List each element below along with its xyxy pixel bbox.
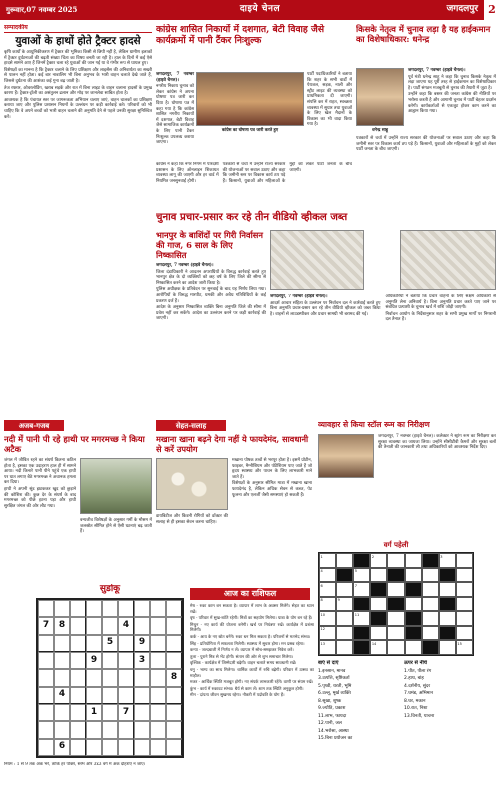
crossword-cell bbox=[456, 611, 473, 626]
page-number: 2 bbox=[482, 0, 500, 20]
sudoku-cell bbox=[166, 739, 182, 756]
paragraph: पूर्व मंत्री धनेन्द्र साहू ने कहा कि चुनाव किसके नेतृत्व में लड़ा जाएगा यह पूरी तरह से हाईकमान का विशेषाधिकार है। पार्टी संगठन मजबूती से चुनाव की तैयारी में जुटा है। bbox=[408, 74, 496, 91]
crossword-cell bbox=[456, 597, 473, 612]
paragraph: आवश्यक है कि पंचायत स्तर पर जागरूकता अभियान चलाए जाएं, वाहन चालकों का प्रशिक्षण कराया जाए और पुलिस प्रशासन नियमों के उल्लंघन पर कड़ी कार्रवाई करे। परिवारों को भी चाहिए कि वे अपने बच्चों को भारी वाहन चलाने की अनुमति देने से पहले उनकी सुरक्षा सुनिश्चित करें। bbox=[4, 97, 152, 120]
crossword-block bbox=[370, 582, 387, 597]
paragraph: हाथी ने अपनी सूंड झटककर खुद को छुड़ाने की कोशिश की। कुछ देर के संघर्ष के बाद मगरमच्छ को पीछे हटना पड़ा और हाथी सुरक्षित जंगल की ओर लौट गया। bbox=[4, 486, 76, 509]
right-top-body-2 bbox=[356, 136, 496, 154]
sudoku-cell: 8 bbox=[166, 669, 182, 686]
sudoku-cell bbox=[134, 721, 150, 738]
crossword-block bbox=[422, 553, 439, 568]
editorial-headline: युवाओं के हाथों होते ट्रैक्टर हादसे bbox=[15, 34, 141, 47]
sudoku-cell bbox=[70, 600, 86, 617]
crossword-cell bbox=[422, 597, 439, 612]
right-top-headline: किसके नेतृत्व में चुनाव लड़ा है यह हाईकमान का विशेषाधिकार: धनेन्द्र bbox=[356, 24, 491, 44]
crossword-cell bbox=[422, 611, 439, 626]
sudoku-cell bbox=[86, 669, 102, 686]
clue: 6.उल्लू, मूर्ख व्यक्ति bbox=[318, 691, 351, 696]
sudoku-cell bbox=[118, 600, 134, 617]
sudoku-cell bbox=[70, 721, 86, 738]
sudoku-cell bbox=[86, 635, 102, 652]
crossword-title: वर्ग पहेली bbox=[383, 540, 409, 549]
horoscope-item: मीन - दांपत्य जीवन सुखमय रहेगा। नौकरी में पदोन्नति के योग हैं। bbox=[190, 692, 285, 698]
crossword-down bbox=[404, 660, 496, 778]
sudoku-cell bbox=[118, 721, 134, 738]
health-body bbox=[232, 458, 312, 499]
crossword-block bbox=[387, 568, 404, 583]
dateline: जगदलपुर, 7 नवम्बर (हाइवे चैनल)। bbox=[408, 68, 466, 73]
horoscope-list bbox=[190, 603, 314, 781]
sudoku-cell bbox=[102, 600, 118, 617]
sudoku-cell bbox=[38, 635, 54, 652]
sudoku-cell bbox=[118, 669, 134, 686]
sudoku-title: सुडोकू bbox=[99, 584, 121, 594]
horoscope-title: आज का राशिफल bbox=[190, 588, 310, 600]
horoscope-item: वृश्चिक - कार्यक्षेत्र में जिम्मेदारी बढ़ेगी। वाहन चलाते समय सावधानी रखें। bbox=[190, 660, 297, 666]
environment-story bbox=[4, 434, 152, 582]
paragraph: विशेषज्ञों का मानना है कि ट्रैक्टर चलाने के लिए प्रशिक्षण और लाइसेंस की अनिवार्यता का सख्ती से पालन नहीं होता। कई बार नाबालिग भी बिना अनुभव के भारी वाहन चलाते देखे जाते हैं, जिससे दुर्घटना की आशंका कई गुना बढ़ जाती है। bbox=[4, 67, 152, 84]
paragraph: कांग्रेस ने कहा कि नगर निगम में पारदर्शी प्रशासन के लिए ऑनलाइन शिकायत व्यवस्था लागू की जाएगी और हर वार्ड में नियमित जनसुनवाई होगी। bbox=[156, 162, 219, 184]
editorial-body bbox=[4, 50, 152, 120]
health-kicker: सेहत-सलाह bbox=[156, 420, 226, 431]
sudoku-cell bbox=[150, 635, 166, 652]
sudoku-cell bbox=[38, 704, 54, 721]
horoscope-item: मकर - आर्थिक स्थिति मजबूत होगी। नए संपर्क लाभकारी रहेंगे। वाणी पर संयम रखें। bbox=[190, 679, 314, 685]
seized-material-photo bbox=[400, 230, 496, 290]
crossword-cell: 7 bbox=[353, 582, 370, 597]
environment-body-2 bbox=[80, 518, 152, 536]
sudoku-cell bbox=[150, 652, 166, 669]
sudoku-cell bbox=[86, 721, 102, 738]
right-top-body bbox=[408, 68, 496, 116]
sudoku-cell bbox=[70, 635, 86, 652]
paragraph: विशेषज्ञों के अनुसार सीमित मात्रा में मखाना खाना फायदेमंद है, लेकिन अधिक सेवन से कब्ज, पेट फूलना और एलर्जी जैसी समस्याएं हो सकती हैं। bbox=[232, 481, 312, 498]
sudoku-cell bbox=[102, 669, 118, 686]
sudoku-cell bbox=[166, 617, 182, 634]
crossword-cell bbox=[422, 582, 439, 597]
paragraph: नगरीय निकाय चुनाव को लेकर कांग्रेस ने अपना घोषणा पत्र जारी कर दिया है। घोषणा पत्र में कहा गया है कि कांग्रेस शासित नगरीय निकायों में दशगात, बेटी विवाह जैसे सामाजिक कार्यक्रमों के लिए पानी टैंकर निःशुल्क उपलब्ध कराया जाएगा। bbox=[156, 84, 195, 146]
lead-photo-caption: कांग्रेस का घोषणा पत्र जारी करते हुए bbox=[221, 127, 279, 132]
horoscope-item: सिंह - प्रतियोगिता में सफलता मिलेगी। स्वास्थ्य में सुधार होगा। मन प्रसन्न रहेगा। bbox=[190, 640, 305, 646]
clue: 3.उत्पत्ति, सृष्टिकर्ता bbox=[318, 676, 350, 681]
sudoku-cell bbox=[150, 721, 166, 738]
paragraph: जंगल में जीवित रहने का संघर्ष कितना कठिन होता है, इसका एक उदाहरण हाल ही में सामने आया। नदी किनारे पानी पीने पहुंचे एक हाथी पर घात लगाए बैठे मगरमच्छ ने अचानक हमला कर दिया। bbox=[4, 458, 76, 486]
sudoku-cell bbox=[102, 704, 118, 721]
campaign-headline: चुनाव प्रचार-प्रसार कर रहे तीन वीडियो व्हीकल जब्त bbox=[156, 211, 348, 223]
crossword-cell bbox=[456, 553, 473, 568]
issue-date: गुरूवार,07 नवम्बर 2025 bbox=[6, 5, 78, 15]
sudoku-cell: 9 bbox=[86, 652, 102, 669]
crossword-block bbox=[439, 626, 456, 641]
sudoku-cell bbox=[150, 687, 166, 704]
crossword-cell bbox=[387, 640, 404, 655]
clue: 9.ज्योति, प्रकाश bbox=[318, 706, 346, 711]
sudoku-grid bbox=[36, 598, 184, 758]
sudoku-cell bbox=[54, 652, 70, 669]
sudoku-cell bbox=[118, 739, 134, 756]
sudoku-cell bbox=[150, 617, 166, 634]
sudoku-cell bbox=[102, 687, 118, 704]
sudoku-cell bbox=[166, 687, 182, 704]
campaign-body bbox=[270, 294, 496, 414]
clue: 7.घमंड, अभिमान bbox=[404, 691, 434, 696]
crossword-cell bbox=[370, 568, 387, 583]
sudoku-cell bbox=[54, 704, 70, 721]
horoscope-item: कन्या - जल्दबाजी में निर्णय न लें। व्यापार में सोच-समझकर निवेश करें। bbox=[190, 647, 294, 653]
clue: 11.लाभ, फायदा bbox=[318, 713, 347, 719]
sudoku-cell bbox=[38, 669, 54, 686]
paragraph: उन्होंने कहा कि बस्तर की जनता कांग्रेस की नीतियों पर भरोसा करती है और आगामी चुनाव में पार्टी बेहतर प्रदर्शन करेगी। कार्यकर्ताओं से एकजुट होकर काम करने का आह्वान किया गया। bbox=[408, 92, 496, 115]
inspection-photo bbox=[318, 434, 374, 478]
crossword-block bbox=[353, 626, 370, 641]
crossword-block bbox=[405, 626, 422, 641]
paragraph: अधिकारियों ने बताया कि प्रचार वाहनों के लिए सक्षम अधिकारी से अनुमति लेना अनिवार्य है। बिना अनुमति प्रचार करते पाए जाने पर संबंधित प्रत्याशी के चुनाव खर्च में राशि जोड़ी जाएगी। bbox=[385, 294, 496, 311]
crossword-cell bbox=[405, 640, 422, 655]
sudoku-cell bbox=[86, 687, 102, 704]
sudoku-cell bbox=[134, 669, 150, 686]
sudoku-cell: 1 bbox=[86, 704, 102, 721]
paragraph: जगदलपुर, 7 नवम्बर (हाइवे चैनल)। कलेक्टर ने स्ट्रांग रूम का निरीक्षण कर सुरक्षा व्यवस्था का जायजा लिया। उन्होंने सीसीटीवी कैमरों और सुरक्षा बलों की तैनाती की जानकारी ली तथा अधिकारियों को आवश्यक निर्देश दिए। bbox=[378, 434, 496, 451]
crossword-cell: 13 bbox=[319, 640, 336, 655]
sudoku-cell bbox=[134, 704, 150, 721]
sudoku-cell bbox=[134, 687, 150, 704]
sudoku-cell bbox=[118, 635, 134, 652]
paragraph: आदेश के अनुसार निष्कासित व्यक्ति बिना अनुमति जिले की सीमा में प्रवेश नहीं कर सकेंगे। आदेश का उल्लंघन करने पर कड़ी कार्रवाई की जाएगी। bbox=[156, 305, 266, 322]
crossword-cell: 15 bbox=[456, 640, 473, 655]
crossword-block bbox=[370, 611, 387, 626]
sudoku-cell bbox=[86, 617, 102, 634]
sudoku-cell bbox=[166, 721, 182, 738]
sudoku-cell bbox=[38, 600, 54, 617]
crossword-cell bbox=[456, 582, 473, 597]
forest-headline: भानपुर के बाशिंदों पर गिरी निर्वासन की गाज, 6 साल के लिए निष्कासित bbox=[156, 230, 263, 260]
crossword-cell: 11 bbox=[353, 611, 370, 626]
sudoku-cell: 3 bbox=[134, 652, 150, 669]
paragraph: पार्टी पदाधिकारियों ने बताया कि शहर के सभी वार्डों में पेयजल, सड़क, नाली और स्ट्रीट लाइट की व्यवस्था को प्राथमिकता दी जाएगी। संपत्ति कर में राहत, स्वच्छता व्यवस्था में सुधार तथा युवाओं के लिए खेल मैदानों के विकास का भी वादा किया गया है। bbox=[307, 72, 352, 128]
sudoku-cell bbox=[38, 687, 54, 704]
vehicle-photo bbox=[270, 230, 364, 290]
crossword-cell bbox=[439, 582, 456, 597]
crossword-cell: 10 bbox=[319, 611, 336, 626]
crossword-block bbox=[439, 597, 456, 612]
clue: 13.विनती, याचना bbox=[404, 713, 435, 719]
crossword-cell: 4 bbox=[319, 568, 336, 583]
sudoku-cell bbox=[166, 704, 182, 721]
sudoku-cell bbox=[38, 739, 54, 756]
paragraph: आदर्श आचार संहिता के उल्लंघन पर निर्वाचन दल ने कार्रवाई करते हुए बिना अनुमति प्रचार-प्रसार कर रहे तीन वीडियो व्हीकल को जब्त किया है। वाहनों से लाउडस्पीकर और प्रचार सामग्री भी बरामद की गई। bbox=[270, 300, 381, 317]
horoscope-item: मेष - रुका काम बन सकता है। व्यापार में लाभ के अवसर मिलेंगे। सेहत का ध्यान रखें। bbox=[190, 603, 314, 614]
crossword-cell: 12 bbox=[319, 626, 336, 641]
sudoku-cell: 4 bbox=[54, 687, 70, 704]
crossword-cell bbox=[336, 553, 353, 568]
sudoku-cell bbox=[150, 704, 166, 721]
clue: 5.पृथ्वी, धरती, भूमि bbox=[318, 683, 352, 689]
sudoku-cell: 4 bbox=[118, 617, 134, 634]
crossword-cell bbox=[336, 626, 353, 641]
crossword-block bbox=[353, 597, 370, 612]
editorial-column bbox=[4, 24, 152, 340]
sudoku-cell bbox=[54, 600, 70, 617]
environment-headline: नदी में पानी पी रहे हाथी पर मगरमच्छ ने किया अटैक bbox=[4, 434, 145, 454]
clue: 1.इनसान, मानव bbox=[318, 668, 346, 674]
crossword-cell bbox=[456, 568, 473, 583]
crossword-cell bbox=[422, 568, 439, 583]
crossword-cell: 14 bbox=[370, 640, 387, 655]
paragraph: जिला दंडाधिकारी ने आदतन अपराधियों के विरुद्ध कार्रवाई करते हुए भानपुर क्षेत्र के दो व्यक्तियों को छह वर्ष के लिए जिले की सीमा से निष्कासित करने का आदेश जारी किया है। bbox=[156, 269, 266, 286]
sudoku-cell bbox=[150, 600, 166, 617]
sudoku-cell: 5 bbox=[102, 635, 118, 652]
sudoku-note: नियम : 1 से 9 तक अंक भरें, ताकि हर पंक्ति, स्तंभ और 3x3 वर्ग में अंक दोहराए न जाएं। bbox=[4, 762, 146, 767]
crossword-cell: 6 bbox=[319, 582, 336, 597]
forest-body bbox=[156, 263, 266, 322]
clue: 15.बिना प्रयोजन का bbox=[318, 736, 353, 741]
sudoku-cell bbox=[150, 739, 166, 756]
paragraph: पुलिस अधीक्षक के प्रतिवेदन पर सुनवाई के बाद यह निर्णय लिया गया। आरोपियों के विरुद्ध मारपीट, धमकी और अवैध गतिविधियों के कई प्रकरण दर्ज हैं। bbox=[156, 287, 266, 304]
lead-body bbox=[156, 72, 194, 147]
crossword-cell bbox=[370, 597, 387, 612]
horoscope-item: कर्क - आय के नए स्रोत बनेंगे। रुका धन मिल सकता है। परिजनों से मतभेद संभव। bbox=[190, 633, 311, 639]
paragraph: निर्वाचन आयोग के निर्देशानुसार शहर के सभी प्रमुख मार्गों पर निगरानी दल तैनात हैं। bbox=[385, 311, 496, 323]
crossword-cell bbox=[439, 640, 456, 655]
sudoku-cell bbox=[38, 652, 54, 669]
clue: 10.रात, निशा bbox=[404, 706, 428, 711]
sudoku-cell bbox=[166, 600, 182, 617]
dateline: जगदलपुर, 7 नवम्बर (हाइवे चैनल)। bbox=[270, 294, 328, 299]
clue: 8.सूखा, शुष्क bbox=[318, 698, 342, 704]
crossword-cell bbox=[387, 626, 404, 641]
sudoku-cell bbox=[70, 652, 86, 669]
clue: 8.घर, मकान bbox=[404, 698, 426, 704]
dateline: जगदलपुर, 7 नवम्बर (हाइवे चैनल)। bbox=[156, 72, 194, 83]
strong-room-headline: व्यावहार से किया स्टॉल रूम का निरीक्षण bbox=[318, 420, 430, 429]
horoscope-item: तुला - पुराने मित्र से भेंट होगी। संतान की ओर से शुभ समाचार मिलेगा। bbox=[190, 653, 294, 659]
clue: 1.पीत, पीला रंग bbox=[404, 668, 432, 674]
sudoku-cell bbox=[134, 600, 150, 617]
sudoku-cell bbox=[150, 669, 166, 686]
sudoku-cell bbox=[166, 635, 182, 652]
lead-story bbox=[156, 24, 352, 160]
sudoku-cell bbox=[166, 652, 182, 669]
horoscope-item: वृष - परिवार में सुख-शांति रहेगी। मित्रों का सहयोग मिलेगा। यात्रा के योग बन रहे हैं। bbox=[190, 615, 313, 621]
right-top-photo-caption: धनेन्द्र साहू bbox=[371, 127, 388, 132]
paragraph: पत्रकारों से चर्चा में उन्होंने राज्य सरकार की योजनाओं पर सवाल उठाए और कहा कि जमीनी स्तर पर विकास कार्य ठप पड़े हैं। किसानों, युवाओं और महिलाओं के मुद्दों को लेकर पार्टी जनता के बीच जाएगी। bbox=[356, 136, 496, 153]
health-headline: मखाना खाना बढ़ने देगा नहीं ये फायदेमंद, सावधानी से करें उपयोग bbox=[156, 434, 309, 454]
strong-room-body bbox=[378, 434, 496, 452]
sudoku-cell bbox=[118, 652, 134, 669]
lead-continuation bbox=[156, 162, 352, 206]
lead-headline: कांग्रेस शासित निकायों में दशगात, बेटी विवाह जैसे कार्यक्रमों में पानी टैंकर निःशुल्क bbox=[156, 24, 325, 46]
crossword-cell: 3 bbox=[439, 553, 456, 568]
crossword-cell: 5 bbox=[353, 568, 370, 583]
edition-city: जगदलपुर bbox=[446, 4, 478, 15]
politician-photo bbox=[356, 68, 404, 126]
crossword-cell bbox=[405, 568, 422, 583]
strong-room-story bbox=[318, 420, 496, 480]
sudoku-cell bbox=[134, 617, 150, 634]
crossword-block bbox=[387, 597, 404, 612]
crossword-cell bbox=[405, 553, 422, 568]
clue: 4.दर्शनीय, सुंदर bbox=[404, 683, 431, 689]
sudoku-cell bbox=[102, 721, 118, 738]
health-body-2 bbox=[156, 514, 228, 526]
sudoku-cell bbox=[118, 687, 134, 704]
masthead bbox=[0, 0, 500, 20]
crossword-block bbox=[353, 553, 370, 568]
congress-event-photo bbox=[196, 72, 304, 126]
crossword-cell: 2 bbox=[370, 553, 387, 568]
makhana-photo bbox=[156, 458, 228, 510]
crossword-cell bbox=[336, 582, 353, 597]
sudoku-cell: 6 bbox=[54, 739, 70, 756]
crossword-cell bbox=[387, 582, 404, 597]
right-top-story bbox=[356, 24, 496, 210]
sudoku-cell bbox=[54, 669, 70, 686]
crossword-cell bbox=[405, 597, 422, 612]
sudoku-cell bbox=[54, 635, 70, 652]
sudoku-cell: 8 bbox=[54, 617, 70, 634]
crossword-cell bbox=[336, 640, 353, 655]
paragraph: तेज रफ्तार, ओवरलोडिंग, खराब सड़कें और रात में बिना लाइट के वाहन चलाना हादसों के प्रमुख कारण हैं। ट्रैक्टर-ट्रॉली का असंतुलन ढलान और मोड़ पर जानलेवा साबित होता है। bbox=[4, 85, 152, 97]
sudoku-cell bbox=[38, 721, 54, 738]
horoscope-item: धनु - भाग्य का साथ मिलेगा। धार्मिक कार्यों में रुचि बढ़ेगी। परिवार में उत्सव का माहौल। bbox=[190, 666, 314, 678]
environment-kicker: अजब-गजब bbox=[4, 420, 64, 431]
paragraph: कृषि कार्यों के आधुनिकीकरण में ट्रैक्टर की भूमिका किसी से छिपी नहीं है, लेकिन ग्रामीण इलाकों में ट्रैक्टर दुर्घटनाओं की बढ़ती संख्या चिंता का विषय बनती जा रही है। हाल के दिनों में कई ऐसे हादसे सामने आए हैं जिनमें ट्रैक्टर चला रहे युवाओं की जान गई या वे गंभीर रूप से घायल हुए। bbox=[4, 49, 152, 67]
dateline: जगदलपुर, 7 नवम्बर (हाइवे चैनल)। bbox=[156, 263, 214, 268]
sudoku-cell bbox=[102, 739, 118, 756]
sudoku-cell: 9 bbox=[134, 635, 150, 652]
crossword-cell bbox=[439, 611, 456, 626]
crossword-block bbox=[353, 640, 370, 655]
crossword-block bbox=[405, 611, 422, 626]
sudoku-cell bbox=[70, 669, 86, 686]
across-title: बाएं से दाएं bbox=[318, 660, 339, 666]
crossword-block bbox=[336, 568, 353, 583]
clue: 2.हाथ, बांह bbox=[404, 676, 424, 681]
paragraph: वन्यजीव विशेषज्ञों के अनुसार गर्मी के मौसम में जलस्रोत सीमित होने से ऐसी घटनाएं बढ़ जाती हैं। bbox=[80, 518, 152, 535]
crossword-cell bbox=[456, 626, 473, 641]
forest-story bbox=[156, 230, 266, 414]
sudoku-cell bbox=[102, 617, 118, 634]
crossword-cell: 8 bbox=[319, 597, 336, 612]
crossword-cell bbox=[387, 611, 404, 626]
newspaper-name: दाइये चेनल bbox=[239, 4, 281, 15]
sudoku-cell bbox=[86, 739, 102, 756]
down-title: ऊपर से नीचे bbox=[404, 660, 427, 666]
crossword-cell: 1 bbox=[319, 553, 336, 568]
clue: 12.पानी, जल bbox=[318, 721, 342, 726]
paragraph: मखाना पोषक तत्वों से भरपूर होता है। इसमें प्रोटीन, फाइबर, मैग्नीशियम और पोटैशियम पाए जाते हैं जो हृदय स्वास्थ्य और पाचन के लिए लाभकारी माने जाते हैं। bbox=[232, 458, 312, 480]
sudoku-cell: 7 bbox=[118, 704, 134, 721]
crossword-cell: 9 bbox=[336, 597, 353, 612]
paragraph: डायबिटीज और किडनी रोगियों को डॉक्टर की सलाह से ही इसका सेवन करना चाहिए। bbox=[156, 514, 228, 525]
crossword-across bbox=[318, 660, 400, 778]
crossword-block bbox=[439, 568, 456, 583]
sudoku-cell bbox=[86, 600, 102, 617]
sudoku-cell bbox=[70, 617, 86, 634]
crossword-grid bbox=[318, 552, 474, 656]
horoscope-item: कुंभ - कार्य में रुकावट संभव। धैर्य से काम लें। शाम तक स्थिति अनुकूल होगी। bbox=[190, 685, 304, 691]
crossword-cell bbox=[387, 553, 404, 568]
elephant-photo bbox=[80, 458, 152, 514]
campaign-story bbox=[156, 210, 496, 226]
sudoku-cell bbox=[70, 704, 86, 721]
crossword-cell bbox=[370, 626, 387, 641]
crossword-cell bbox=[336, 611, 353, 626]
environment-body bbox=[4, 458, 76, 510]
crossword-block bbox=[405, 582, 422, 597]
paragraph: पत्रकारों से चर्चा में उन्होंने राज्य सरकार की योजनाओं पर सवाल उठाए और कहा कि जमीनी स्तर पर विकास कार्य ठप पड़े हैं। किसानों, युवाओं और महिलाओं के मुद्दों को लेकर पार्टी जनता के बीच जाएगी। bbox=[222, 162, 352, 184]
sudoku-cell bbox=[102, 652, 118, 669]
sudoku-cell: 7 bbox=[38, 617, 54, 634]
sudoku-cell bbox=[134, 739, 150, 756]
clue: 14.भरोसा, आस्था bbox=[318, 728, 349, 734]
crossword-block bbox=[422, 640, 439, 655]
sudoku-cell bbox=[54, 721, 70, 738]
editorial-kicker: सम्पादकीय bbox=[4, 24, 152, 33]
horoscope-item: मिथुन - नए कार्य की योजना बनेगी। खर्च पर नियंत्रण रखें। कार्यक्षेत्र में प्रशंसा मिलेगी। bbox=[190, 621, 314, 633]
lead-body-right bbox=[307, 72, 352, 129]
health-story bbox=[156, 434, 312, 582]
sudoku-cell bbox=[70, 739, 86, 756]
sudoku-cell bbox=[70, 687, 86, 704]
crossword-cell bbox=[422, 626, 439, 641]
